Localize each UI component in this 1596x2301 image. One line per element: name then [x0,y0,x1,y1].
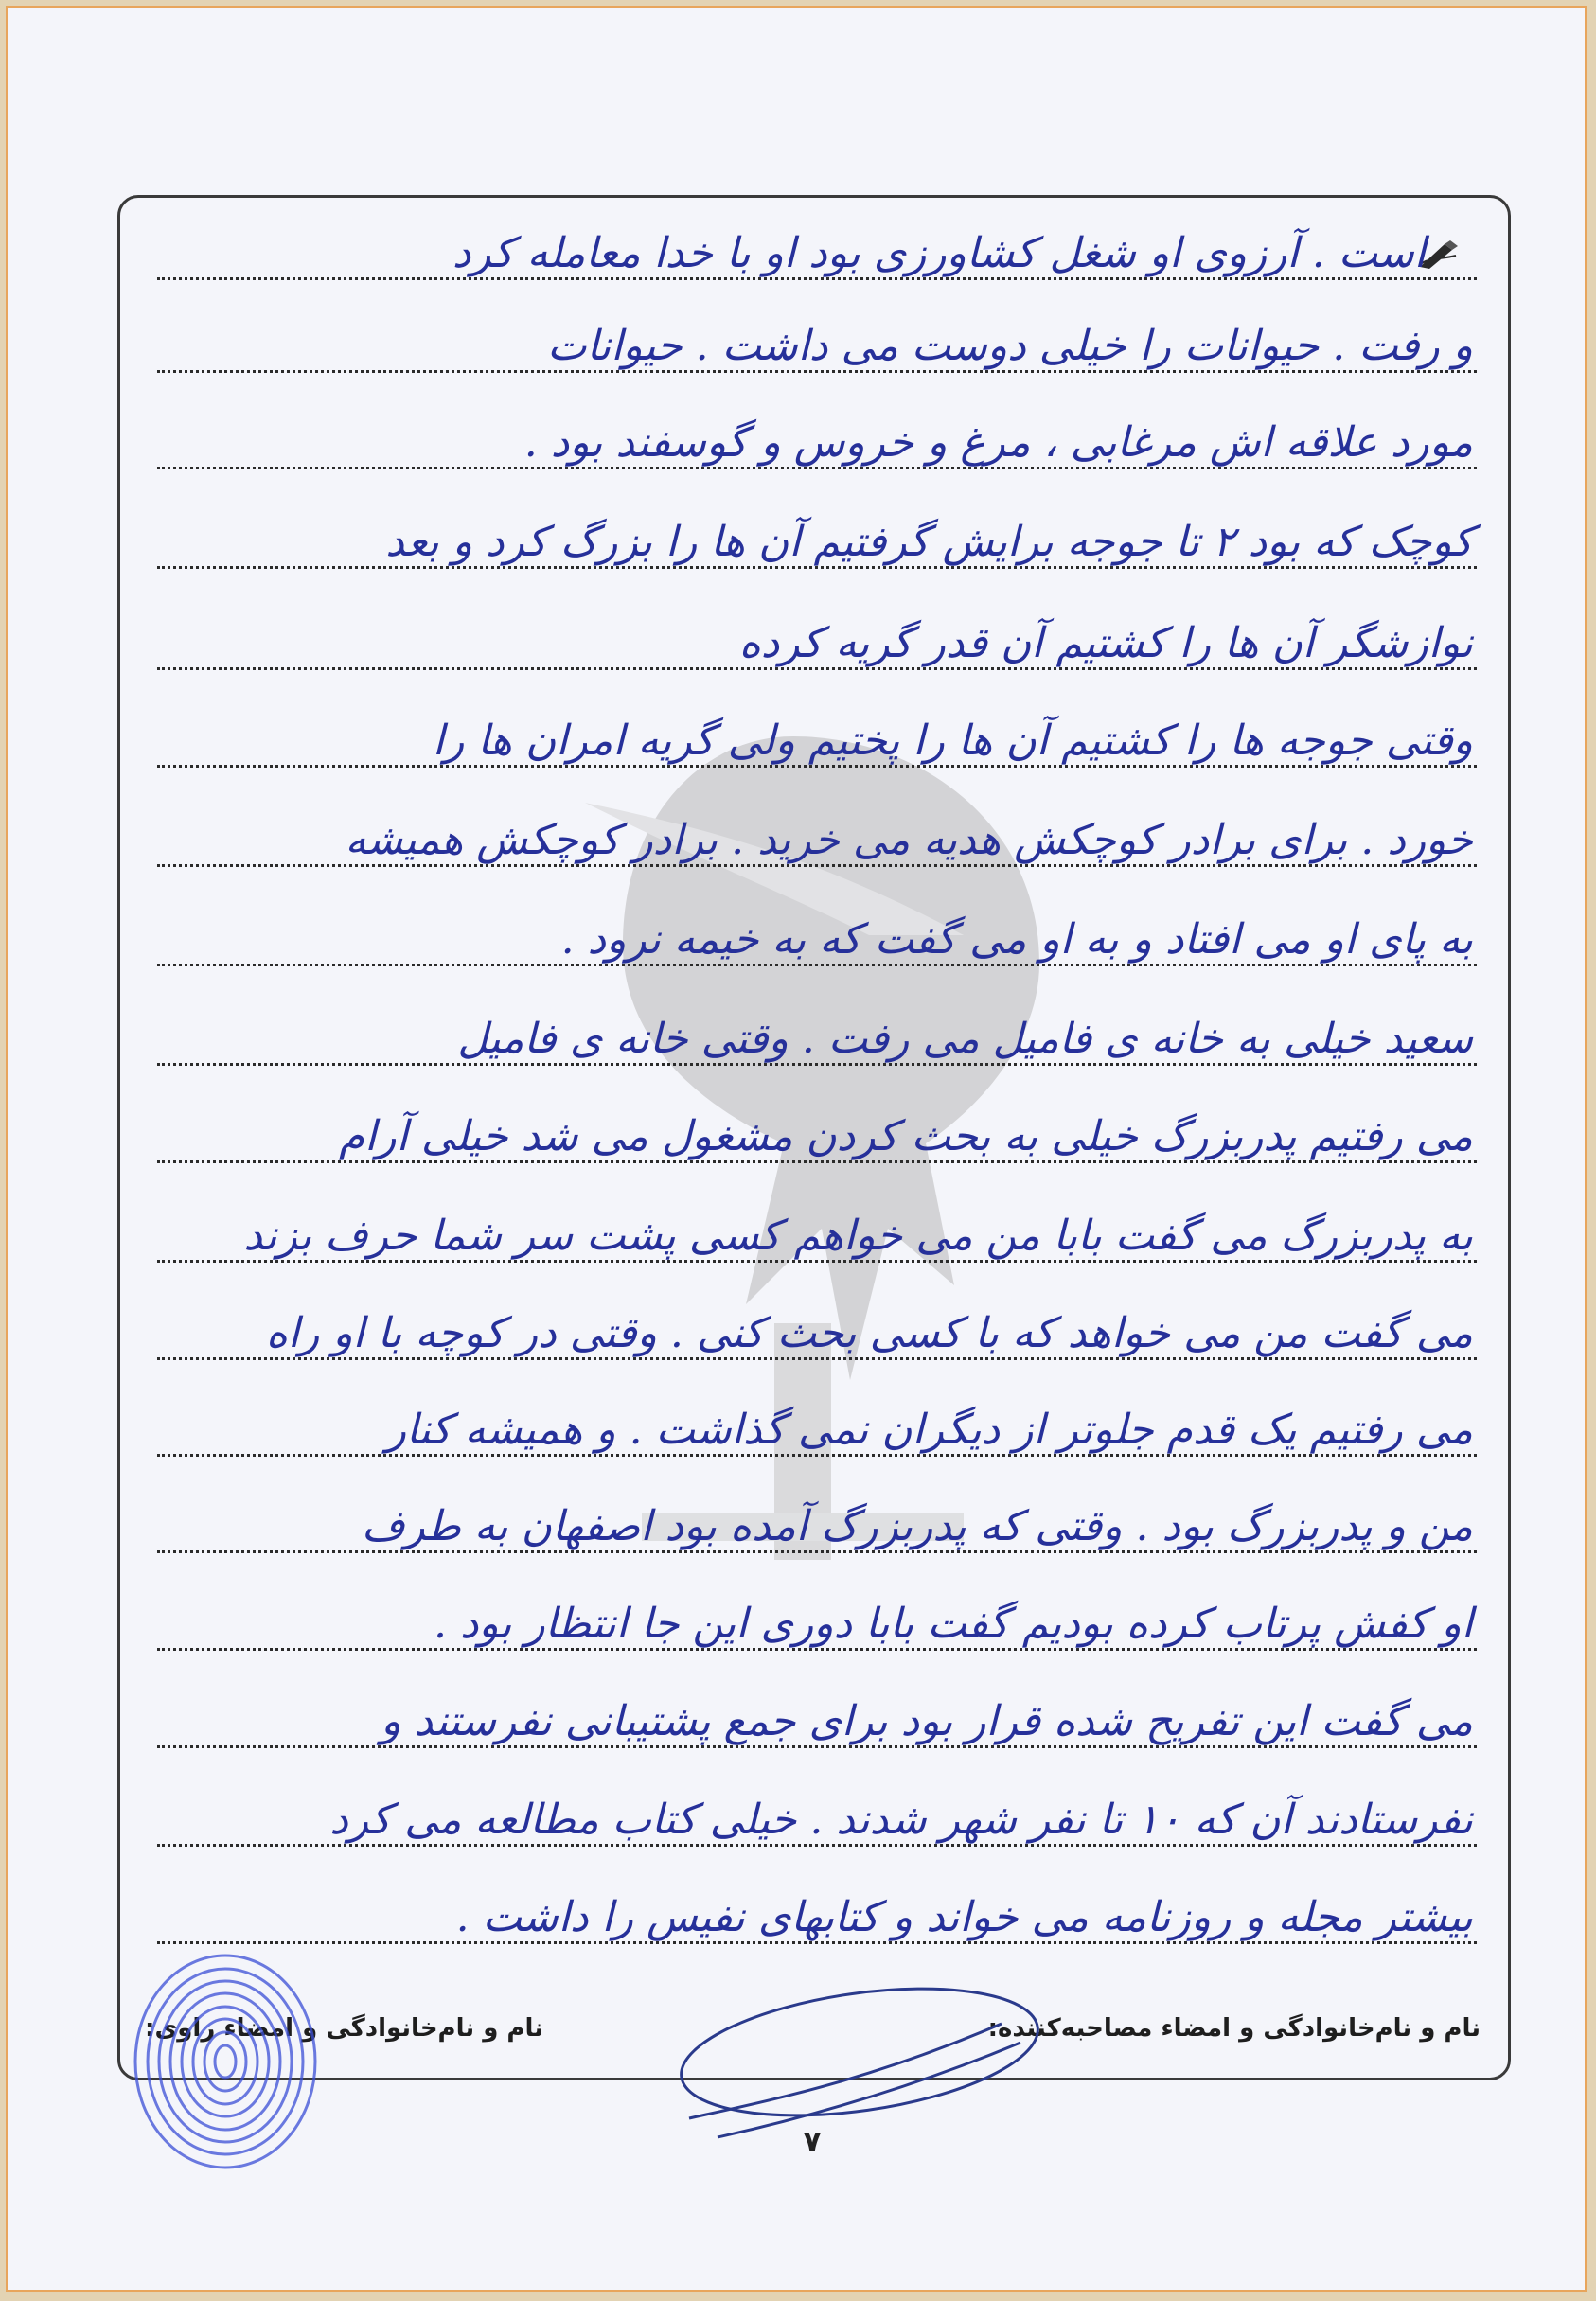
fingerprint [121,1938,329,2175]
ruled-line [157,1454,1477,1457]
ruled-line [157,1941,1477,1944]
ruled-line [157,1260,1477,1263]
handwritten-line: من و پدربزرگ بود . وقتی که پدربزرگ آمده بود اصفهان به طرف [361,1502,1473,1550]
handwritten-line: به پدربزرگ می گفت بابا من می خواهم کسی پشت سر شما حرف بزند [243,1212,1473,1260]
ruled-line [157,1357,1477,1360]
interviewer-signature-label: نام و نام‌خانوادگی و امضاء مصاحبه‌کننده: [987,2014,1481,2043]
ruled-line [157,1160,1477,1163]
ruled-line [157,765,1477,768]
narrator-signature-label: نام و نام‌خانوادگی و امضاء راوی: [145,2014,543,2043]
page-number: ۷ [803,2126,822,2159]
handwritten-line: نفرستادند آن که ۱۰ تا نفر شهر شدند . خیلی کتاب مطالعه می کرد [329,1796,1473,1844]
handwritten-line: می گفت من می خواهد که با کسی بحث کنی . وقتی در کوچه با او راه [265,1309,1473,1357]
handwritten-line: سعید خیلی به خانه ی فامیل می رفت . وقتی خانه ی فامیل [457,1015,1473,1063]
ruled-line [157,370,1477,373]
ruled-line [157,277,1477,280]
signature [661,1976,1039,2156]
handwritten-line: کوچک که بود ۲ تا جوجه برایش گرفتیم آن ها را بزرگ کرد و بعد [385,518,1473,566]
document-page [6,6,1587,2292]
handwritten-line: بیشتر مجله و روزنامه می خواند و کتابهای نفیس را داشت . [455,1893,1473,1941]
handwritten-line: می رفتیم پدربزرگ خیلی به بحث کردن مشغول می شد خیلی آرام [338,1112,1473,1160]
handwritten-line: نوازشگر آن ها را کشتیم آن قدر گریه کرده [738,619,1473,667]
ruled-line [157,1648,1477,1651]
handwritten-line: خورد . برای برادر کوچکش هدیه می خرید . برادر کوچکش همیشه [345,816,1473,864]
handwritten-line: و رفت . حیوانات را خیلی دوست می داشت . حیوانات [547,322,1473,370]
ruled-line [157,566,1477,569]
ruled-line [157,1844,1477,1847]
handwritten-line: است . آرزوی او شغل کشاورزی بود او با خدا معامله کرد [452,229,1426,277]
handwritten-line: وقتی جوجه ها را کشتیم آن ها را پختیم ولی گریه امران ها را [432,717,1473,765]
ruled-line [157,1550,1477,1553]
handwritten-line: می گفت این تفریح شده قرار بود برای جمع پشتیبانی نفرستند و [381,1697,1473,1745]
ruled-line [157,864,1477,867]
ruled-line [157,1063,1477,1066]
handwritten-line: به پای او می افتاد و به او می گفت که به خیمه نرود . [560,915,1473,964]
ruled-line [157,1745,1477,1748]
ruled-line [157,467,1477,469]
handwritten-line: مورد علاقه اش مرغابی ، مرغ و خروس و گوسفند بود . [523,418,1473,467]
ruled-line [157,667,1477,670]
ruled-line [157,964,1477,966]
handwritten-line: او کفش پرتاب کرده بودیم گفت بابا دوری این جا انتظار بود . [433,1600,1473,1648]
handwritten-line: می رفتیم یک قدم جلوتر از دیگران نمی گذاشت . و همیشه کنار [385,1406,1473,1454]
